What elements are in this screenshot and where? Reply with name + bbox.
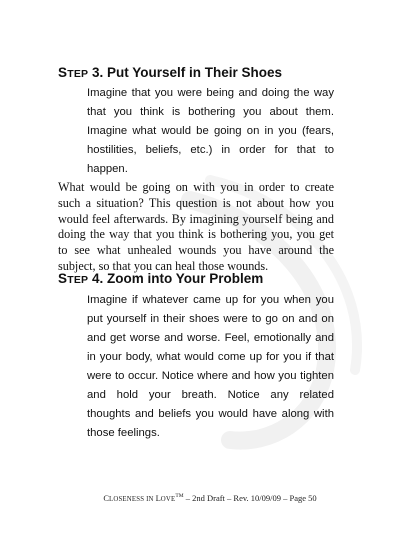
footer-book-first-2: L — [155, 493, 161, 503]
step3-body-paragraph: What would be going on with you in order to create such a situation? This question is not about how you would feel afterwards. By imagining yourself being and doing the way that you think is bothering you, you get to see what unhealed wounds you have around the subject, so that you can heal those wounds. — [58, 180, 334, 273]
step3-indented-paragraph: Imagine that you were being and doing the way that you think is bothering you about them. Imagine what would be going on in you (fears, hostilities, beliefs, etc.) in order for that to happen. — [87, 87, 334, 175]
page-footer — [0, 493, 420, 503]
footer-trademark: TM — [175, 493, 184, 500]
footer-book-rest-2: OVE — [160, 496, 176, 503]
step3-heading — [58, 64, 282, 83]
step4-prefix-rest: TEP — [67, 274, 89, 286]
step4-indented-paragraph: Imagine if whatever came up for you when you put yourself in their shoes were to go on and on and get worse and worse. Feel, emotionally and in your body, what would come up for you if that were to occur. Notice where and how you tighten and hold your breath. Notice any related thoughts and beliefs you would have along with those feelings. — [87, 294, 334, 439]
footer-rest: – 2nd Draft – Rev. 10/09/09 – Page 50 — [183, 493, 317, 503]
footer-book-first-1: C — [103, 493, 109, 503]
step3-title: 3. Put Yourself in Their Shoes — [92, 65, 283, 80]
footer-book-rest-1: LOSENESS IN — [108, 496, 156, 503]
step4-title: 4. Zoom into Your Problem — [92, 271, 264, 286]
step4-prefix-first: S — [58, 271, 68, 286]
step4-heading — [58, 270, 263, 289]
step3-prefix-first: S — [58, 65, 68, 80]
step3-prefix-rest: TEP — [67, 68, 89, 80]
